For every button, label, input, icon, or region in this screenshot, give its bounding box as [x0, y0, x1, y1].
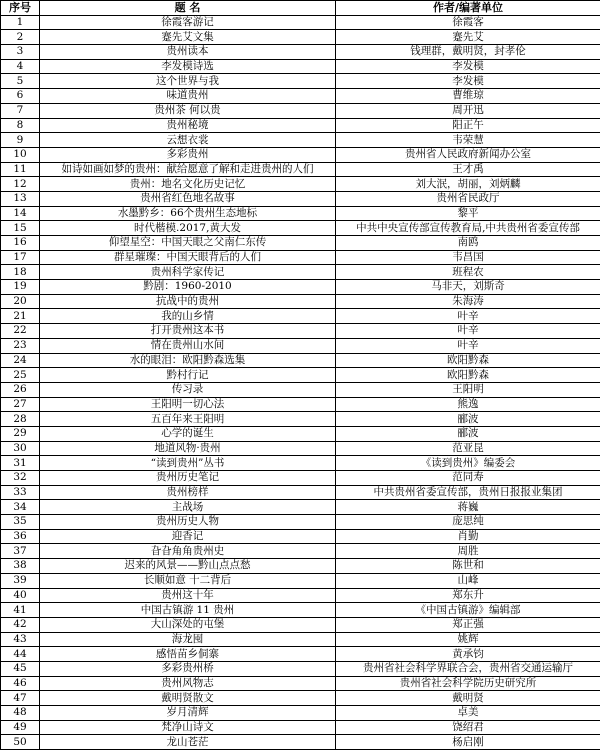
- book-author: 韦昌国: [336, 250, 600, 265]
- book-title: 贵州：地名文化历史记忆: [40, 177, 336, 192]
- book-author: 欧阳黔森: [336, 353, 600, 368]
- book-title: 多彩贵州: [40, 147, 336, 162]
- book-title: 我的山乡情: [40, 309, 336, 324]
- book-author: 黎平: [336, 206, 600, 221]
- table-row: [1, 456, 600, 471]
- book-title: 味道贵州: [40, 89, 336, 104]
- table-row: [1, 647, 600, 662]
- row-number: 48: [1, 706, 40, 721]
- book-author: 韦荣慧: [336, 133, 600, 148]
- book-title: 五百年来王阳明: [40, 412, 336, 427]
- row-number: 25: [1, 368, 40, 383]
- table-row: [1, 691, 600, 706]
- book-author: 刘大泯，胡丽，刘炳麟: [336, 177, 600, 192]
- book-title: 旮旮角角贵州史: [40, 544, 336, 559]
- table-row: [1, 177, 600, 192]
- row-number: 34: [1, 500, 40, 515]
- book-title: 中国古镇游 11 贵州: [40, 603, 336, 618]
- book-author: 《中国古镇游》编辑部: [336, 603, 600, 618]
- book-author: 马非天，刘斯奇: [336, 280, 600, 295]
- table-row: [1, 162, 600, 177]
- book-title: 蹇先艾文集: [40, 30, 336, 45]
- row-number: 8: [1, 118, 40, 133]
- book-title: 感悟苗乡侗寨: [40, 647, 336, 662]
- row-number: 35: [1, 515, 40, 530]
- table-row: [1, 74, 600, 89]
- table-row: [1, 559, 600, 574]
- table-row: [1, 485, 600, 500]
- table-row: [1, 426, 600, 441]
- book-title: 海龙囤: [40, 632, 336, 647]
- book-title: 贵州秘境: [40, 118, 336, 133]
- book-title: 传习录: [40, 382, 336, 397]
- table-row: [1, 720, 600, 735]
- table-row: [1, 412, 600, 427]
- book-title: 黔村行记: [40, 368, 336, 383]
- book-author: 饶绍君: [336, 720, 600, 735]
- table-row: [1, 89, 600, 104]
- row-number: 17: [1, 250, 40, 265]
- table-row: [1, 324, 600, 339]
- book-title: 贵州省红色地名故事: [40, 191, 336, 206]
- table-row: [1, 353, 600, 368]
- table-row: [1, 236, 600, 251]
- book-author: 李发模: [336, 74, 600, 89]
- table-row: [1, 191, 600, 206]
- row-number: 32: [1, 471, 40, 486]
- row-number: 33: [1, 485, 40, 500]
- row-number: 38: [1, 559, 40, 574]
- row-number: 14: [1, 206, 40, 221]
- book-title: 水的眼泪：欧阳黔森选集: [40, 353, 336, 368]
- book-author: 李发模: [336, 59, 600, 74]
- table-row: [1, 706, 600, 721]
- row-number: 9: [1, 133, 40, 148]
- row-number: 43: [1, 632, 40, 647]
- book-author: 黄承钧: [336, 647, 600, 662]
- book-author: 杨启刚: [336, 735, 600, 750]
- row-number: 7: [1, 103, 40, 118]
- book-title: 贵州科学家传记: [40, 265, 336, 280]
- row-number: 49: [1, 720, 40, 735]
- table-row: [1, 676, 600, 691]
- book-title: 如诗如画如梦的贵州：献给愿意了解和走进贵州的人们: [40, 162, 336, 177]
- book-author: 周胜: [336, 544, 600, 559]
- row-number: 28: [1, 412, 40, 427]
- book-author: 戴明贤: [336, 691, 600, 706]
- book-title: 多彩贵州桥: [40, 661, 336, 676]
- row-number: 2: [1, 30, 40, 45]
- book-title: 戴明贤散文: [40, 691, 336, 706]
- table-row: [1, 500, 600, 515]
- table-row: [1, 397, 600, 412]
- table-row: [1, 265, 600, 280]
- book-title: 王阳明一切心法: [40, 397, 336, 412]
- table-row: [1, 45, 600, 60]
- book-author: 叶辛: [336, 309, 600, 324]
- table-row: [1, 294, 600, 309]
- book-author: 王阳明: [336, 382, 600, 397]
- table-row: [1, 118, 600, 133]
- row-number: 21: [1, 309, 40, 324]
- book-author: 蒋巍: [336, 500, 600, 515]
- row-number: 5: [1, 74, 40, 89]
- row-number: 19: [1, 280, 40, 295]
- row-number: 45: [1, 661, 40, 676]
- book-title: 岁月清辉: [40, 706, 336, 721]
- row-number: 23: [1, 338, 40, 353]
- table-row: [1, 15, 600, 30]
- table-row: [1, 59, 600, 74]
- row-number: 12: [1, 177, 40, 192]
- book-title: 贵州茶 何以贵: [40, 103, 336, 118]
- header-author: 作者/编著单位: [336, 1, 600, 16]
- book-author: 山峰: [336, 573, 600, 588]
- book-title: 贵州读本: [40, 45, 336, 60]
- book-title: 打开贵州这本书: [40, 324, 336, 339]
- row-number: 40: [1, 588, 40, 603]
- book-title: 贵州风物志: [40, 676, 336, 691]
- book-title: 徐霞客游记: [40, 15, 336, 30]
- row-number: 50: [1, 735, 40, 750]
- row-number: 18: [1, 265, 40, 280]
- table-body: [1, 15, 600, 749]
- row-number: 4: [1, 59, 40, 74]
- book-author: 贵州省社会科学界联合会，贵州省交通运输厅: [336, 661, 600, 676]
- book-author: 叶辛: [336, 324, 600, 339]
- row-number: 11: [1, 162, 40, 177]
- book-author: 陈世和: [336, 559, 600, 574]
- book-author: 贵州省社会科学院历史研究所: [336, 676, 600, 691]
- table-row: [1, 103, 600, 118]
- book-author: 贵州省人民政府新闻办公室: [336, 147, 600, 162]
- book-author: 郑正强: [336, 617, 600, 632]
- header-title: 题 名: [40, 1, 336, 16]
- row-number: 27: [1, 397, 40, 412]
- table-row: [1, 441, 600, 456]
- book-title: 这个世界与我: [40, 74, 336, 89]
- book-author: 熊逸: [336, 397, 600, 412]
- row-number: 10: [1, 147, 40, 162]
- row-number: 15: [1, 221, 40, 236]
- row-number: 46: [1, 676, 40, 691]
- book-author: 中共中央宣传部宣传教育局,中共贵州省委宣传部: [336, 221, 600, 236]
- book-author: 朱海涛: [336, 294, 600, 309]
- table-row: [1, 515, 600, 530]
- book-title: 大山深处的屯堡: [40, 617, 336, 632]
- book-title: 迎香记: [40, 529, 336, 544]
- table-row: [1, 632, 600, 647]
- table-row: [1, 206, 600, 221]
- book-author: 欧阳黔森: [336, 368, 600, 383]
- table-row: [1, 280, 600, 295]
- book-title: 龙山苍茫: [40, 735, 336, 750]
- book-author: 叶辛: [336, 338, 600, 353]
- table-row: [1, 588, 600, 603]
- book-author: 中共贵州省委宣传部，贵州日报报业集团: [336, 485, 600, 500]
- book-author: 《读到贵州》编委会: [336, 456, 600, 471]
- book-author: 郦波: [336, 426, 600, 441]
- book-author: 郦波: [336, 412, 600, 427]
- row-number: 29: [1, 426, 40, 441]
- row-number: 3: [1, 45, 40, 60]
- table-row: [1, 147, 600, 162]
- row-number: 6: [1, 89, 40, 104]
- book-author: 范亚昆: [336, 441, 600, 456]
- book-title: “读到贵州”丛书: [40, 456, 336, 471]
- book-title: 地道风物·贵州: [40, 441, 336, 456]
- row-number: 39: [1, 573, 40, 588]
- book-title: 心学的诞生: [40, 426, 336, 441]
- book-author: 徐霞客: [336, 15, 600, 30]
- book-author: 曹维琼: [336, 89, 600, 104]
- book-title: 抗战中的贵州: [40, 294, 336, 309]
- book-author: 蹇先艾: [336, 30, 600, 45]
- row-number: 16: [1, 236, 40, 251]
- book-author: 班程农: [336, 265, 600, 280]
- book-author: 阳正午: [336, 118, 600, 133]
- book-title: 梵净山诗文: [40, 720, 336, 735]
- row-number: 30: [1, 441, 40, 456]
- row-number: 24: [1, 353, 40, 368]
- table-row: [1, 250, 600, 265]
- row-number: 37: [1, 544, 40, 559]
- book-title: 情在贵州山水间: [40, 338, 336, 353]
- book-title: 仰望星空：中国天眼之父南仁东传: [40, 236, 336, 251]
- row-number: 42: [1, 617, 40, 632]
- book-author: 卓美: [336, 706, 600, 721]
- book-author: 钱理群，戴明贤，封孝伦: [336, 45, 600, 60]
- row-number: 22: [1, 324, 40, 339]
- book-title: 时代楷模.2017,黄大发: [40, 221, 336, 236]
- book-title: 长顺如意 十二背后: [40, 573, 336, 588]
- table-row: [1, 368, 600, 383]
- book-title: 水墨黔乡：66个贵州生态地标: [40, 206, 336, 221]
- table-row: [1, 661, 600, 676]
- row-number: 1: [1, 15, 40, 30]
- row-number: 44: [1, 647, 40, 662]
- book-author: 南鸥: [336, 236, 600, 251]
- book-title: 贵州历史笔记: [40, 471, 336, 486]
- table-row: [1, 221, 600, 236]
- book-title: 李发模诗选: [40, 59, 336, 74]
- table-row: [1, 735, 600, 750]
- book-author: 范同寿: [336, 471, 600, 486]
- book-author: 姚辉: [336, 632, 600, 647]
- book-title: 主战场: [40, 500, 336, 515]
- table-row: [1, 382, 600, 397]
- book-author: 王才禹: [336, 162, 600, 177]
- book-title: 迟来的风景——黔山点点愁: [40, 559, 336, 574]
- book-author: 贵州省民政厅: [336, 191, 600, 206]
- row-number: 47: [1, 691, 40, 706]
- table-row: [1, 471, 600, 486]
- book-title: 黔剧：1960-2010: [40, 280, 336, 295]
- table-row: [1, 338, 600, 353]
- table-row: [1, 617, 600, 632]
- row-number: 36: [1, 529, 40, 544]
- table-row: [1, 30, 600, 45]
- book-title: 群星璀璨：中国天眼背后的人们: [40, 250, 336, 265]
- row-number: 13: [1, 191, 40, 206]
- row-number: 41: [1, 603, 40, 618]
- book-author: 周开迅: [336, 103, 600, 118]
- table-row: [1, 529, 600, 544]
- row-number: 31: [1, 456, 40, 471]
- table-row: [1, 603, 600, 618]
- header-row: [1, 1, 600, 16]
- row-number: 26: [1, 382, 40, 397]
- book-title: 贵州榜样: [40, 485, 336, 500]
- table-row: [1, 544, 600, 559]
- row-number: 20: [1, 294, 40, 309]
- table-row: [1, 133, 600, 148]
- book-author: 郑东升: [336, 588, 600, 603]
- table-row: [1, 573, 600, 588]
- book-author: 肖勤: [336, 529, 600, 544]
- book-title: 贵州历史人物: [40, 515, 336, 530]
- book-author: 庞思纯: [336, 515, 600, 530]
- table-row: [1, 309, 600, 324]
- book-title: 贵州这十年: [40, 588, 336, 603]
- header-no: 序号: [1, 1, 40, 16]
- book-title: 云想衣裳: [40, 133, 336, 148]
